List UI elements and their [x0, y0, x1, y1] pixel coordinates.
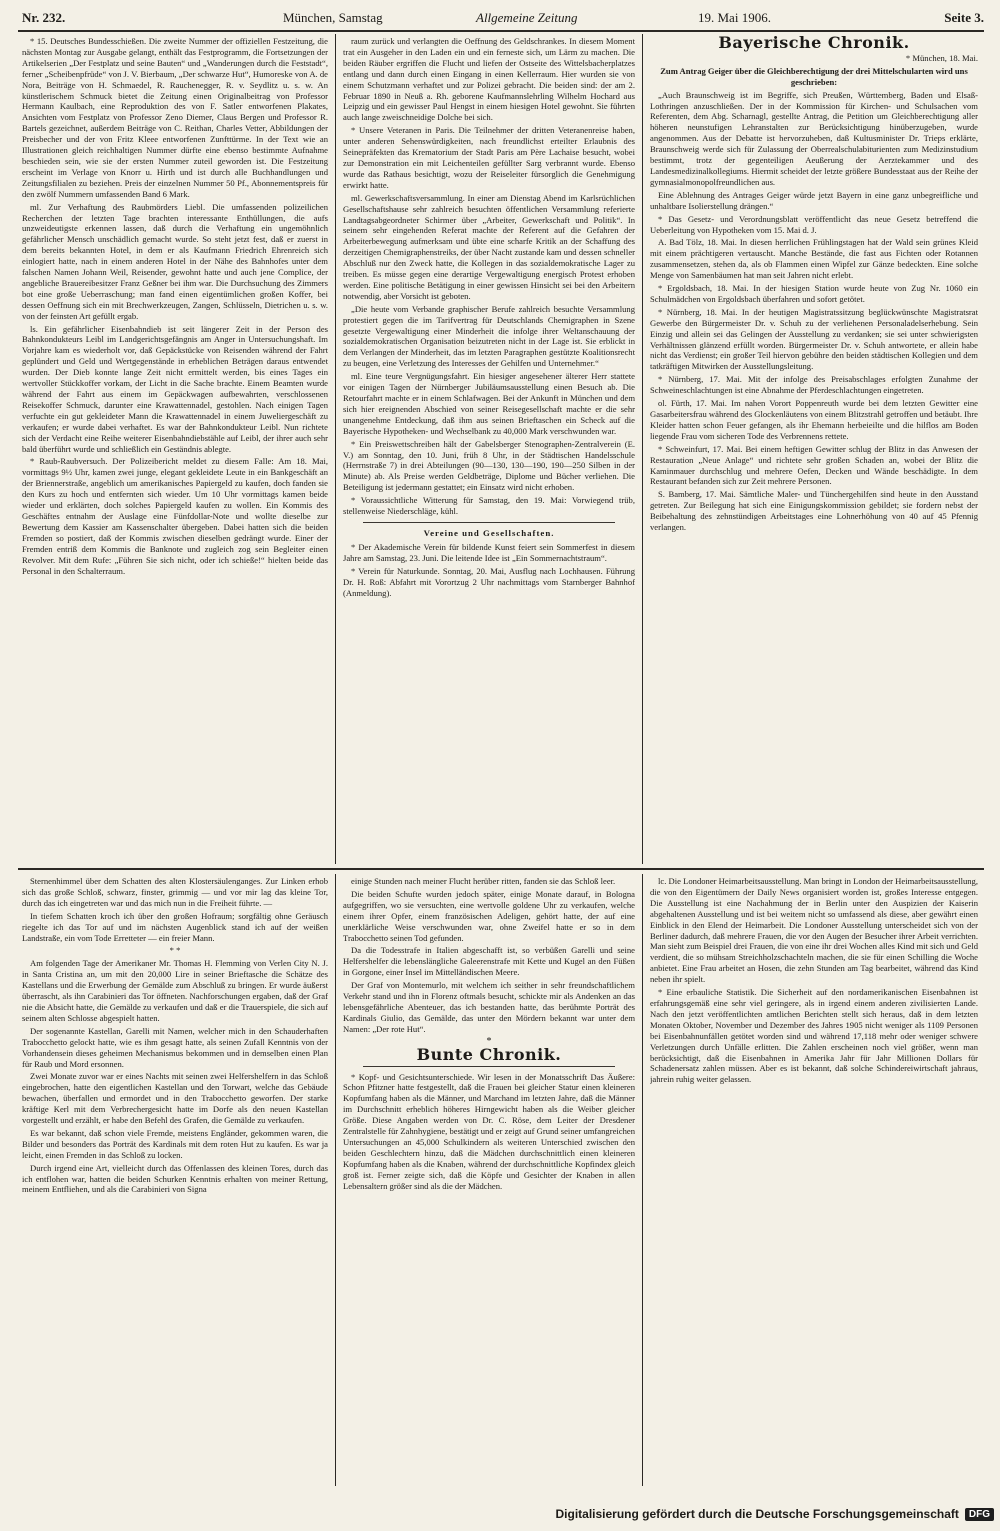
paragraph: „Die heute vom Verbande graphischer Berufe zahlreich besuchte Versammlung protestiert gegen die im Tarifvertrag für Deutschlands Chemigraphen in Szene gesetzte Vergewaltigung einer Minderheit die infolge ihrer Weltanschauung der sozialdemokratischen Organisation beizutreten nicht in der Lage ist. Sie erblickt in dem Verlangen der Minderheit, das im letzten Paragraphen gestützte Koalitionsrecht zu beugen, eine Verletzung des Interesses der Gehilfen und Unternehmer.“	[343, 303, 635, 369]
paragraph: * Nürnberg, 18. Mai. In der heutigen Magistratssitzung beglückwünschte Magistratsrat Gewerbe den Bürgermeister Dr. v. Schuh zu der verliehenen Personaladelserhebung. Sein Einzig und allein sei das Gelingen der Ausstellung zu verdanken; sie sei unter schwierigsten Verhältnissen glänzend erfüllt worden. Bürgermeister Dr. v. Schuh antwortete, er allein habe nicht das Verdienst; ein großer Teil hiervon gebühre den beiden städtischen Kollegien und dem tatkräftigen Mitwirken der Ausstellungsleitung.	[650, 306, 978, 372]
vereine-heading: Vereine und Gesellschaften.	[423, 527, 555, 538]
column-2-top	[343, 36, 635, 862]
paragraph: * Unsere Veteranen in Paris. Die Teilnehmer der dritten Veteranenreise haben, unter anderen Sehenswürdigkeiten, nach freundlichst erteilter Erlaubnis des Seinepräfekten das Krematorium der Stadt Paris am Père Lachaise besucht, wobei zur Demonstration ein mit Leichenteilen gefüllter Sarg verbrannt wurde. Ebenso wurde das Rathaus besichtigt, wozu der Reiseleiter fürsorglich die Genehmigung erwirkt hatte.	[343, 125, 635, 190]
paragraph: „Auch Braunschweig ist im Begriffe, sich Preußen, Württemberg, Baden und Elsaß-Lothringen anzuschließen. Der in der Kommission für Kirchen- und Schulsachen vom Referenten, dem Abg. Scharnagl, gestellte Antrag, die Petition um Gleichberechtigung aller höheren neunstufigen Lehranstalten zur Berücksichtigung hinüberzugeben, wurde angenommen. Aus der Debatte ist hervorzuheben, daß Kultusminister Dr. Trieps erklärte, Braunschweig werde sich für Zulassung der Oberrealschulabiturienten zum Medizinstudium bestimmt, trotz der gegenteiligen Aeußerung der Aerztekammer und des Landesmedizinalkollegiums. Hiermit scheidet der letzte größere Bundesstaat aus der Reihe der gymnasialmonopolfreundlichen aus.	[650, 89, 978, 187]
paragraph: Eine Ablehnung des Antrages Geiger würde jetzt Bayern in eine ganz unbegreifliche und unhaltbare Isolierstellung drängen.“	[650, 189, 978, 211]
page-number: Seite 3.	[944, 10, 984, 25]
issue-number: Nr. 232.	[22, 10, 66, 25]
place-and-day: München, Samstag	[283, 10, 383, 25]
column-divider-3	[335, 874, 336, 1486]
footer-text: Digitalisierung gefördert durch die Deutsche Forschungsgemeinschaft	[555, 1507, 959, 1521]
bunte-rule	[363, 1066, 615, 1067]
dateline: * München, 18. Mai.	[905, 52, 978, 63]
paragraph: * Ein Preiswettschreiben hält der Gabelsberger Stenographen-Zentralverein (E. V.) am Sonntag, den 10. Juni, früh 8 Uhr, in der Städtischen Handelsschule (Herrnstraße 7) in drei Abteilungen (90—130, 130—190, 190—250 Silben in der Minute) ab. Als Preise werden Geldbeträge, Diplome und Bücher verliehen. Die Beteiligung ist jedermann gestattet; ein Einsatz wird nicht erhoben.	[343, 438, 635, 493]
paragraph: ml. Gewerkschaftsversammlung. In einer am Dienstag Abend im Karlsrüchlichen Gesellschaftshause sehr zahlreich besuchten öffentlichen Versammlung referierte Landtagsabgeordneter Schirmer über „Arbeiter, Gewerkschaft und Politik“. In seinem sehr eingehenden Referat machte der Referent auf die Gefahren der Arbeiterbewegung aufmerksam und übte eine scharfe Kritik an der Schaffung des derzeitigen Chemigraphenstreiks, der über Nacht zustande kam und dessen schneller Abschluß nur den Zweck hatte, die Kollegen in das sozialdemokratische Lager zu treiben. Es müsse gegen eine derartige Vergewaltigung energisch Protest erhoben werden. Eine politische Betätigung in einer gewissen Hinsicht sei bei den Arbeitern notwendig, aber Vorsicht ist geboten.	[343, 192, 635, 301]
paragraph: ls. Ein gefährlicher Eisenbahndieb ist seit längerer Zeit in der Person des Bahnkondukteurs Leibl im Landgerichtsgefängnis am Anger in Untersuchungshaft. Im Vorjahre kam es wiederholt vor, daß Gepäckstücke von Reisenden während der Fahrt geplündert und Geld und Wertgegenstände in erheblichen Beträgen daraus entwendet wurden. Der Dieb konnte lange Zeit nicht ermittelt werden, bis eines Tages ein wertvoller Stückkoffer vorkam, der Licht in die Sache brachte. Einem Beamten wurde während der Fahrt aus einem im Gepäckwagen aufbewahrten, verschlossenen Reisekoffer Schmuck, darunter eine Krawattennadel, gestohlen. Nach einigen Tagen verfuchte ein gut gekleideter Mann die Krawattennadel in einem Juweliergeschäft zu verkaufen; er wurde dabei verhaftet. Es war der Bahnkondukteur Leibl. Nun richtete sich der Verdacht eine Reihe weiterer Eisenbahndiebstähle auf Leibl, der ihrer auch sehr bald überführt wurde und schließlich ein Geständnis ablegte.	[22, 323, 328, 454]
feuilleton-rule	[18, 868, 984, 870]
section-separator	[363, 522, 615, 523]
column-divider-4	[642, 874, 643, 1486]
paragraph: In tiefem Schatten kroch ich über den großen Hofraum; sorgfältig ohne Geräusch riegelte ich das Tor auf und im nächsten Augenblick stand ich auf der weißen Landstraße, ein vom Tode Erretteter — ein freier Mann.	[22, 910, 328, 943]
paragraph: * *	[169, 945, 181, 956]
digitization-footer	[555, 1505, 994, 1523]
column-3-bottom	[650, 876, 978, 1484]
paragraph: * Voraussichtliche Witterung für Samstag, den 19. Mai: Vorwiegend trüb, stellenweise Niederschläge, kühl.	[343, 495, 635, 517]
bunte-chronik-heading: Bunte Chronik.	[416, 1044, 562, 1064]
paragraph: * Verein für Naturkunde. Sonntag, 20. Mai, Ausflug nach Lochhausen. Führung Dr. H. Roß: Abfahrt mit Vorortzug 2 Uhr nachmittags vom Starnberger Bahnhof (Anmeldung).	[343, 565, 635, 598]
paragraph: * Eine erbauliche Statistik. Die Sicherheit auf den nordamerikanischen Eisenbahnen ist erfahrungsgemäß eine sehr viel geringere, als in irgend einem anderen zivilisierten Lande. Nach den jetzt veröffentlichten amtlichen Berichten stellt sich heraus, daß in dem letzten Monaten Oktober, November und Dezember des Jahres 1905 nicht weniger als 1109 Personen bei Eisenbahnunfällen getötet worden sind und während 17,118 mehr oder weniger schwere Verletzungen durch Unfälle erlitten. Die Zahlen erscheinen noch viel größer, wenn man berücksichtigt, daß die Eisenbahnen in Amerika Jahr für Jahr Millionen Dollars für Schadenersatz zahlen müssen. Aber es ist bekannt, daß solche Schindereiwirtschaft jahraus, jahrein ruhig weiter gelassen.	[650, 987, 978, 1085]
column-2-bottom	[343, 876, 635, 1484]
paragraph: einige Stunden nach meiner Flucht herüber ritten, fanden sie das Schloß leer.	[351, 876, 616, 886]
paragraph: Der Graf von Montemurlo, mit welchem ich seither in sehr freundschaftlichem Verkehr stand und ihn in Florenz oftmals besucht, schickte mir als Andenken an das lebensgefährliche Abenteuer, das ich bestanden hatte, das berühmte Porträt des Kardinals Giulio, das Gemälde, das unter den Mördern bekannt war unter dem Namen: „Der rote Hut“.	[343, 980, 635, 1034]
column-1-top	[22, 36, 328, 862]
paragraph: * Der Akademische Verein für bildende Kunst feiert sein Sommerfest in diesem Jahre am Samstag, 23. Juni. Die leitende Idee ist „Ein Sommernachtstraum“.	[343, 541, 635, 563]
paragraph: ml. Zur Verhaftung des Raubmörders Liebl. Die umfassenden polizeilichen Recherchen der letzten Tage brachten interessante Enthüllungen, die aufs unzweideutigste erkennen lassen, daß durch die Verhaftung ein ungemöhnlich gefährlicher Mensch unschädlich gemacht wurde. So steht jetzt fest, daß er zuerst in dem bereits bekannten Hotel, in dem er als Kaufmann Friedrich Ehrenreich sich einlogiert hatte, nach in einem anderen Hotel in der Nähe des Bahnhofes unter dem falschen Namen Johann Weil, Reisender, gewohnt hatte und auch jene Complice, der angebliche Brauereibesitzer Franz Geßner bei ihm war. Die Durchsuchung des Zimmers bot eine große Ueberraschung; man fand einen eigentümlichen großen Koffer, bei dessen Oeffnung sich ein mit Brechwerkzeugen, Zangen, Schlüsseln, Dietrichen u. s. w. von der feinsten Art gefüllt ergab.	[22, 201, 328, 321]
paragraph: * Schweinfurt, 17. Mai. Bei einem heftigen Gewitter schlug der Blitz in das Anwesen der Restauration „Neue Anlage“ und richtete sehr großen Schaden an, wobei der Blitz die Kaminmauer durchschlug und mehrere Oefen, Decken und Wände beschädigte. In dem Restaurant befanden sich zur Zeit mehrere Personen.	[650, 443, 978, 487]
paragraph: Da die Todesstrafe in Italien abgeschafft ist, so verbüßen Garelli und seine Helfershelfer die lebenslängliche Galeerenstrafe mit Kette und Kugel an den Füßen in Gorgone, einer Insel im Mittelländischen Meere.	[343, 945, 635, 978]
newspaper-title: Allgemeine Zeitung	[476, 10, 578, 25]
column-divider-2	[642, 34, 643, 864]
paragraph: Zwei Monate zuvor war er eines Nachts mit seinen zwei Helfershelfern in das Schloß eingebrochen, hatte den eigentlichen Kastellan und den Torwart, welche das Gebäude bewachen, überfallen und ermordet und in den Trabocchetto geworfen. Der starke kräftige Kerl mit dem Verbrechergesicht hatte im Dorfe als den neuen Kastellan vorgestellt und erzählt, er habe den Befehl des Grafen, die Gemälde zu verkaufen.	[22, 1071, 328, 1126]
paragraph: Es war bekannt, daß schon viele Fremde, meistens Engländer, gekommen waren, die Bilder und besonders das Porträt des Kardinals mit dem roten Hut zu kaufen. Es war ja leicht, einen Fremden in das Schloß zu locken.	[22, 1127, 328, 1160]
subheading-antrag-geiger: Zum Antrag Geiger über die Gleichberechtigung der drei Mittelschularten wird uns geschrieben:	[660, 65, 968, 87]
column-1-bottom	[22, 876, 328, 1484]
dfg-logo: DFG	[965, 1508, 994, 1521]
paragraph: A. Bad Tölz, 18. Mai. In diesen herrlichen Frühlingstagen hat der Wald sein grünes Kleid mit einem prächtigeren vertauscht. Manche Bestände, die fast aus Fichten oder Rotannen zusammensetzen, stehen da, als ob Flammen einen Wipfel zur Gänze bedeckten. Eine solche Menge von Samenbäumen hat man seit Jahren nicht erlebt.	[650, 237, 978, 281]
paragraph: * Raub-Raubversuch. Der Polizeibericht meldet zu diesem Falle: Am 18. Mai, vormittags 9½ Uhr, kamen zwei junge, elegant gekleidete Leute in ein Bankgeschäft an der Briennerstraße, angeblich um amerikanisches Papiergeld zu kaufen, doch fanden sie den Kurs zu hoch und entfernten sich wieder. Um 10 Uhr vormittags kamen beide wieder und erklärten, doch solches Papiergeld kaufen zu wollen. Ein Kommis des Geschäftes entnahm der Auslage eine Fünfdollar-Note und wollte dieselbe zur Bewertung dem Kassier am Kassenschalter übergeben. Dabei hatten sich die beiden Fremden so postiert, daß der Kommis zwischen dieselben gedrängt wurde. Einer der Fremden entriß dem Kommis die Banknote und zugleich zog sein Begleiter einen Revolver. Mit dem Rufe: „Führen Sie sich nicht, oder ich schieße!“ hielten beide das Personal in den Schalterraum.	[22, 456, 328, 576]
paragraph: ol. Fürth, 17. Mai. Im nahen Vorort Poppenreuth wurde bei dem letzten Gewitter eine Gasarbeitersfrau während des Glockenläutens von einem Blitzstrahl getroffen und betäubt. Ihre Kleider hatten schon Feuer gefangen, als ihr Ehemann herbeieilte und die hilflos am Boden liegende Frau vom sicheren Tode des Verbrennens rettete.	[650, 398, 978, 441]
header-rule	[18, 30, 984, 32]
star-ornament: *	[486, 1035, 492, 1047]
paragraph: raum zurück und verlangten die Oeffnung des Geldschrankes. In diesem Moment trat ein Ausgeher in den Laden ein und ein ferneste sich, um Lärm zu machen. Die beiden Räuber ergriffen die Flucht und liefen der Ostseite des Wittelsbacherplatzes entlang und dann durch einen Eingang in einen Kellerraum. Hier wurden sie von einem Schutzmann verhaftet und zur Polizei gebracht. Die beiden sind: der am 2. Februar 1890 in Neuß a. Rh. geborene Kaufmannslehrling Wilhelm Hochard aus Leipzig und ein gewisser Paul Hengst in einem hiesigen Hotel gewohnt. Sie führten auch lange zweischneidige Dolche bei sich.	[343, 36, 635, 123]
paragraph: Die beiden Schufte wurden jedoch später, einige Monate darauf, in Bologna aufgegriffen, wo sie versuchten, eine wertvolle goldene Uhr zu verkaufen, welche einem ihrer Opfer, einem französischen Adeligen, gehört hatte, der auf eine unerklärliche Weise verschwunden war, ohne Zweifel hatte er so in dem Trabocchetto seinen Tod gefunden.	[343, 888, 635, 943]
issue-date: 19. Mai 1906.	[698, 10, 771, 25]
paragraph: * Ergoldsbach, 18. Mai. In der hiesigen Station wurde heute von Zug Nr. 1060 ein Schulmädchen von Ergoldsbach überfahren und sofort getötet.	[650, 283, 978, 304]
paragraph: S. Bamberg, 17. Mai. Sämtliche Maler- und Tünchergehilfen sind heute in den Ausstand getreten. Zur Beilegung hat sich eine Einigungskommission gebildet; sie fordern nebst der Beibehaltung des zehnstündigen Arbeitstages eine Lohnerhöhung von 40 auf 45 Pfennig verlangen.	[650, 489, 978, 533]
paragraph: * Das Gesetz- und Verordnungsblatt veröffentlicht das neue Gesetz betreffend die Ueberleitung von Hypotheken vom 15. Mai d. J.	[650, 213, 978, 235]
paragraph: * 15. Deutsches Bundesschießen. Die zweite Nummer der offiziellen Festzeitung, die nächsten Montag zur Ausgabe gelangt, enthält das Festprogramm, die Fortsetzungen der Artikelserien „Der Festplatz und seine Bauten“ und „Wanderungen durch die Feststadt“, ferner „Scheibenpfrüde“ von J. V. Bierbaum, „Der schwarze Hut“, Humoreske von A. de Nora, Beiträge von H. Schmaedel, R. Rauchenegger, R. v. Seydlitz u. s. w. An künstlerischem Schmuck bietet die Zeitung einen Originalbeitrag von Professor Hermann Kaulbach, eine Reproduktion des von F. Satler entworfenen Plakates, Ansichten vom Festplatz von Professor Zeno Diemer, Claus Bergen und Professor R. Bartels gezeichnet, außerdem Beiträge von C. Reithan, Charles Vetter, Abbildungen der Preisbecher und der von Fritz Kleee entworfenen Zunfttürme. In der Text wie an Illustrationen gleich reichhaltigen Nummer dürfte eine ebenso bestimmte Aufnahme beschieden sein, wie sie der ersten Nummer zuteil geworden ist. Die Festzeitung erscheint im Verlage von Knorr u. Hirth und ist durch alle Buchhandlungen und Zeitungsfilialen zu beziehen. Preis der einzelnen Nummer 50 Pf., Abonnementspreis für den zwölf Nummern umfassenden Band 6 Mark.	[22, 36, 328, 199]
paragraph: Am folgenden Tage der Amerikaner Mr. Thomas H. Flemming von Verlen City N. J. in Santa Cristina an, um mit den 20,000 Lire in seiner Brieftasche die Schätze des Kastellans und die Erwerbung der Gemälde zum Abschluß zu bringen. Er wurde äußerst überrascht, als ihn Carabinieri das Tor öffneten. Nachforschungen ergaben, daß der Graf nie die Absicht hatte, die Gemälde zu verkaufen und daß er die Trauerspiele, die sich auf seinem alten Schlosse abgespielt hatten.	[22, 958, 328, 1023]
paragraph: Durch irgend eine Art, vielleicht durch das Offenlassen des kleinen Tores, durch das ich entflohen war, hatten die beiden Schurken Kenntnis erhalten von meiner Rettung, meinem Entfliehen, und als die Carabinieri von Signa	[22, 1162, 328, 1195]
bayerische-chronik-heading: Bayerische Chronik.	[718, 36, 910, 52]
paragraph: ml. Eine teure Vergnügungsfahrt. Ein hiesiger angesehener älterer Herr stattete vor einigen Tagen der Nürnberger Jubiläumsausstellung einen Besuch ab. Die Retourfahrt machte er in einem Schlafwagen. Bei der Ankunft in München und dem sich hier ereignenden Abschied von seiner Reisegesellschaft machte er die sehr unangenehme Entdeckung, daß ihm aus seinen Brieftaschen ein Scheck auf die Bayerische Hypotheken- und Wechselbank zu 40,000 Mark verschwunden war.	[343, 371, 635, 436]
column-3-top	[650, 36, 978, 862]
column-divider-1	[335, 34, 336, 864]
page-header	[8, 6, 992, 28]
paragraph: Sternenhimmel über dem Schatten des alten Klostersäulenganges. Zur Linken erhob sich das große Schloß, schwarz, finster, grimmig — und vor mir lag das kleine Tor, durch das ich eingetreten war und das mich nun in die Freiheit führte. —	[22, 876, 328, 908]
paragraph: Der sogenannte Kastellan, Garelli mit Namen, welcher mich in den Schauderhaften Trabocchetto gelockt hatte, wie es ihm gesagt hatte, als seinen Zufall Kenntnis von der Vorhandensein dieses geheimen Mechanismus bekommen und in demselben einen Plan für Raub und Mord ersonnen.	[22, 1025, 328, 1069]
paragraph: * Nürnberg, 17. Mai. Mit der infolge des Preisabschlages erfolgten Zunahme der Schweineschlachtungen ist eine Abnahme der Pferdeschlachtungen eingetreten.	[650, 374, 978, 396]
paragraph: * Kopf- und Gesichtsunterschiede. Wir lesen in der Monatsschrift Das Äußere: Schon Pfitzner hatte festgestellt, daß die Frauen bei gleicher Statur einen kleineren Kopfumfang haben als die Männer, und Marchand im letzten Jahre, daß die Männer im Durchschnitt erheblich höheres Hirngewicht haben als die Weiber gleicher Größe. Diese Angaben werden von Dr. C. Röse, dem Leiter der Dresdener Zentralstelle für Zahnhygiene, bestätigt und er zeigt auf Grund seiner umfangreichen Untersuchungen an 45,000 Schulkindern als weiteren Unterschied zwischen den beiden Geschlechtern hinzu, daß die Mädchen durchschnittlich einen kleineren Kopfumfang haben als die Knaben, während der durchschnittliche Kopfindex gleich groß ist. Ferner zeigte sich, daß die Köpfe und Gesichter der Knaben in allen Lebensaltern größer sind als die der Mädchen.	[343, 1071, 635, 1191]
paragraph: lc. Die Londoner Heimarbeitsausstellung. Man bringt in London der Heimarbeitsausstellung, die von den Eigentümern der Daily News organisiert worden ist, großes Interesse entgegen. Die Ausstellung ist eine Nachahmung der in Berlin unter den Auspizien der Kaiserin abgehaltenen Ausstellung und ist bei weitem nicht so umfassend als diese, aber gewährt einen Einblick in den Elend der Heimarbeit. Die Londoner Ausstellung unterscheidet sich von der Berliner dadurch, daß mehrere Frauen, die vor den Augen der Besucher ihrer Arbeit verrichten. Man sieht zum Beispiel drei Frauen, die von eine ihr drei Wochen alles Kind mit sich und Geld verdient, die so mühsam Streichholzschachteln machen, die sie für einen Schilling die Woche anbietet. Eine Frau arbeitet an Hosen, die zehn Stunden am Tag bearbeitet, während das Kind neben ihr spielt.	[650, 876, 978, 985]
